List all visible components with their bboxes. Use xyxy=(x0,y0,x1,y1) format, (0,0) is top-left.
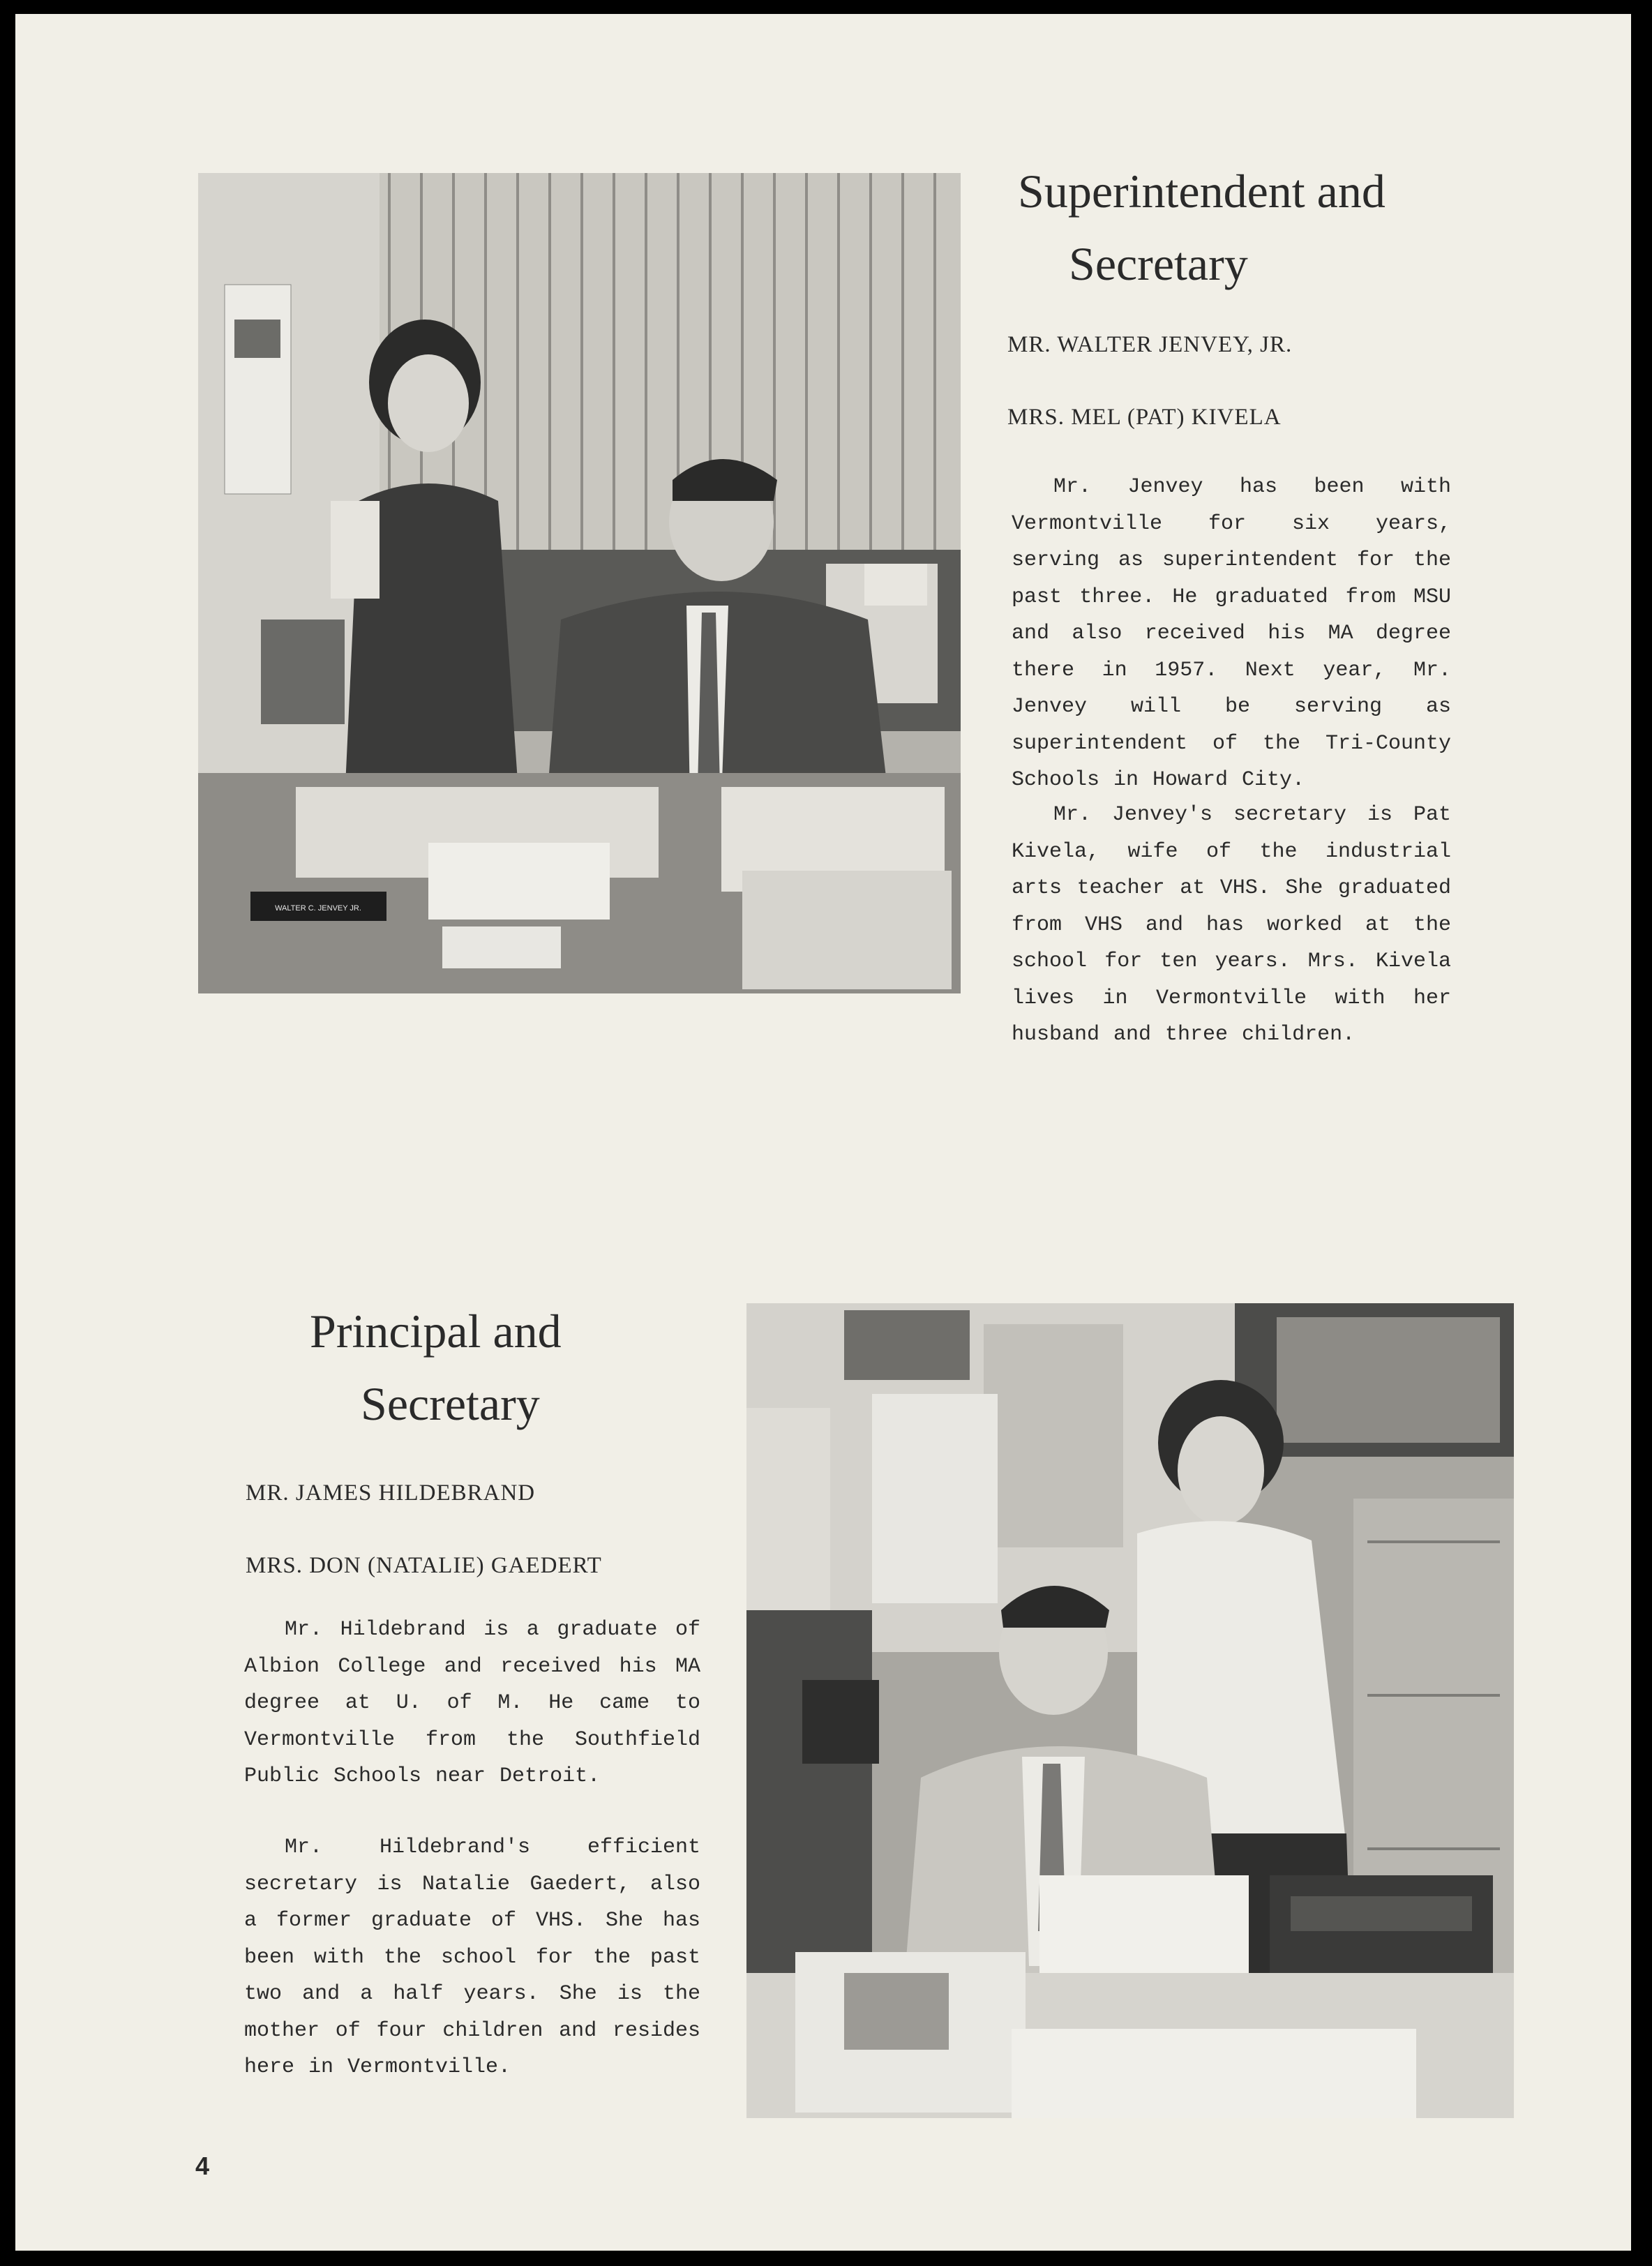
principal-name: MR. JAMES HILDEBRAND xyxy=(246,1480,536,1506)
yearbook-page xyxy=(15,14,1631,2251)
principal-photo xyxy=(746,1303,1514,2118)
superintendent-secretary-name: MRS. MEL (PAT) KIVELA xyxy=(1007,405,1282,430)
principal-secretary-name: MRS. DON (NATALIE) GAEDERT xyxy=(246,1553,602,1578)
principal-paragraph: Mr. Hildebrand is a graduate of Albion College and received his MA degree at U. of M. He came to Vermontville from the Southfield Public Schools near Detroit. xyxy=(244,1618,700,1788)
principal-title-line1: Principal and xyxy=(310,1305,562,1358)
superintendent-photo xyxy=(198,173,961,993)
principal-title-line2: Secretary xyxy=(361,1377,540,1430)
superintendent-secretary-paragraph: Mr. Jenvey's secretary is Pat Kivela, wife of the industrial arts teacher at VHS. She graduated from VHS and has worked at the school for ten years. Mrs. Kivela lives in Vermontville with her husband and three children. xyxy=(1012,803,1451,1046)
principal-secretary-paragraph: Mr. Hildebrand's efficient secretary is Natalie Gaedert, also a former graduate of VHS. She has been with the school for the past two and a half years. She is the mother of four children and resides here in Vermontville. xyxy=(244,1836,700,2079)
nameplate-text: WALTER C. JENVEY JR. xyxy=(275,904,361,913)
superintendent-name: MR. WALTER JENVEY, JR. xyxy=(1007,332,1293,357)
page-number: 4 xyxy=(195,2152,210,2180)
superintendent-title-line1: Superintendent and xyxy=(1018,165,1386,218)
superintendent-paragraph: Mr. Jenvey has been with Vermontville for six years, serving as superintendent for the past three. He graduated from MSU and also received his MA degree there in 1957. Next year, Mr. Jenvey will be serving as superintendent of the Tri-County Schools in Howard City. xyxy=(1012,475,1451,792)
superintendent-title-line2: Secretary xyxy=(1069,237,1248,290)
